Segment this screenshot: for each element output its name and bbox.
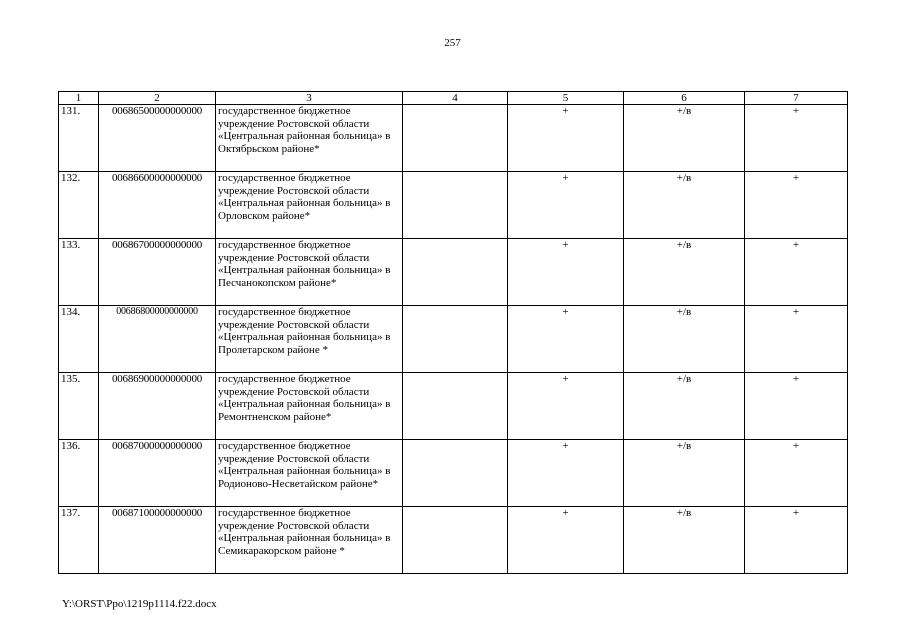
row-col6: +/в	[624, 373, 745, 440]
row-col5: +	[508, 306, 624, 373]
table-row	[59, 440, 848, 507]
page-number: 257	[444, 37, 461, 49]
row-col5: +	[508, 507, 624, 574]
row-col4	[403, 239, 508, 306]
row-code: 00687000000000000	[99, 440, 216, 507]
column-header: 7	[745, 92, 848, 105]
table-row	[59, 507, 848, 574]
row-name: государственное бюджетное учреждение Ростовской области «Центральная районная больница» в Родионово-Несветайском районе*	[216, 440, 403, 507]
row-code: 00686500000000000	[99, 105, 216, 172]
footer-file-path: Y:\ORST\Ppo\1219p1114.f22.docx	[62, 598, 217, 610]
column-header: 4	[403, 92, 508, 105]
row-col7: +	[745, 172, 848, 239]
row-number: 137.	[59, 507, 99, 574]
table-header-row	[59, 92, 848, 105]
row-code: 00686800000000000	[99, 306, 216, 373]
row-col4	[403, 373, 508, 440]
column-header: 6	[624, 92, 745, 105]
row-col4	[403, 440, 508, 507]
row-col5: +	[508, 105, 624, 172]
row-col5: +	[508, 440, 624, 507]
row-code: 00687100000000000	[99, 507, 216, 574]
data-table	[58, 91, 848, 574]
row-name: государственное бюджетное учреждение Ростовской области «Центральная районная больница» в Ремонтненском районе*	[216, 373, 403, 440]
row-col6: +/в	[624, 306, 745, 373]
row-name: государственное бюджетное учреждение Ростовской области «Центральная районная больница» в Октябрьском районе*	[216, 105, 403, 172]
row-col7: +	[745, 440, 848, 507]
row-col5: +	[508, 239, 624, 306]
row-col7: +	[745, 373, 848, 440]
row-col4	[403, 105, 508, 172]
row-col7: +	[745, 105, 848, 172]
row-col6: +/в	[624, 105, 745, 172]
row-name: государственное бюджетное учреждение Ростовской области «Центральная районная больница» в Песчанокопском районе*	[216, 239, 403, 306]
column-header: 1	[59, 92, 99, 105]
row-number: 136.	[59, 440, 99, 507]
row-name: государственное бюджетное учреждение Ростовской области «Центральная районная больница» в Семикаракорском районе *	[216, 507, 403, 574]
row-col7: +	[745, 239, 848, 306]
table-row	[59, 306, 848, 373]
table-row	[59, 172, 848, 239]
row-number: 131.	[59, 105, 99, 172]
row-col7: +	[745, 507, 848, 574]
column-header: 2	[99, 92, 216, 105]
row-col6: +/в	[624, 172, 745, 239]
row-col7: +	[745, 306, 848, 373]
row-col6: +/в	[624, 440, 745, 507]
row-number: 135.	[59, 373, 99, 440]
row-number: 133.	[59, 239, 99, 306]
column-header: 5	[508, 92, 624, 105]
table-row	[59, 373, 848, 440]
table-row	[59, 239, 848, 306]
row-col4	[403, 172, 508, 239]
row-col4	[403, 306, 508, 373]
row-name: государственное бюджетное учреждение Ростовской области «Центральная районная больница» в Орловском районе*	[216, 172, 403, 239]
row-number: 134.	[59, 306, 99, 373]
column-header: 3	[216, 92, 403, 105]
row-code: 00686600000000000	[99, 172, 216, 239]
row-col5: +	[508, 373, 624, 440]
row-number: 132.	[59, 172, 99, 239]
table-row	[59, 105, 848, 172]
row-col5: +	[508, 172, 624, 239]
row-code: 00686900000000000	[99, 373, 216, 440]
row-name: государственное бюджетное учреждение Ростовской области «Центральная районная больница» в Пролетарском районе *	[216, 306, 403, 373]
row-code: 00686700000000000	[99, 239, 216, 306]
row-col6: +/в	[624, 507, 745, 574]
row-col6: +/в	[624, 239, 745, 306]
row-col4	[403, 507, 508, 574]
